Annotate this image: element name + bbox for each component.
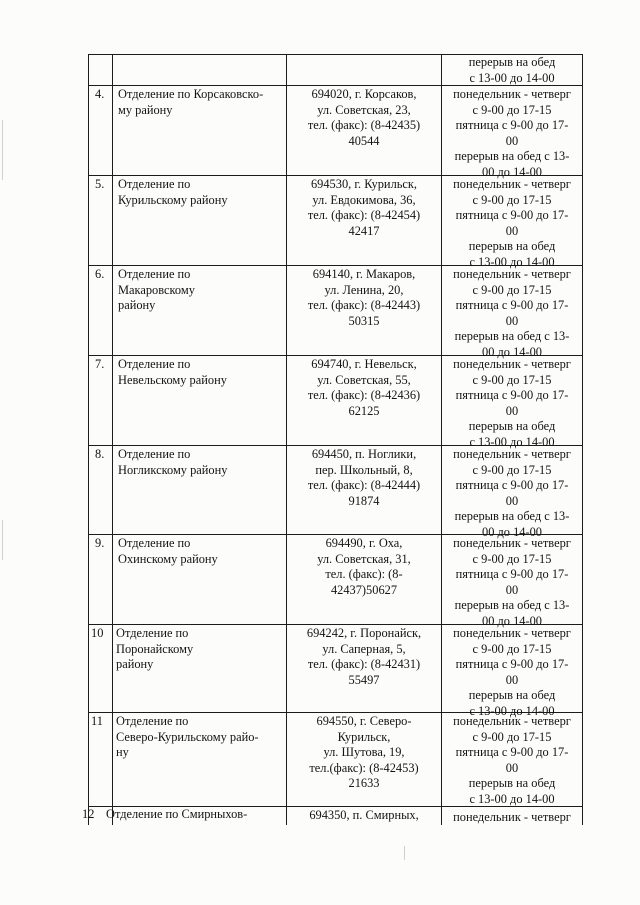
- department-schedule: понедельник - четверг с 9-00 до 17-15 пятница с 9-00 до 17- 00 перерыв на обед с 13-00 до 14-00: [453, 714, 571, 806]
- department-schedule: понедельник - четверг с 9-00 до 17-15 пятница с 9-00 до 17- 00 перерыв на обед с 13- 00 до 14-00: [453, 87, 571, 179]
- department-name: Отделение по Невельскому району: [118, 357, 227, 387]
- department-schedule: понедельник - четверг с 9-00 до 17-15 пятница с 9-00 до 17- 00 перерыв на обед с 13- 00 до 14-00: [453, 267, 571, 359]
- department-name: Отделение по Поронайскому району: [116, 626, 194, 671]
- department-schedule: понедельник - четверг с 9-00 до 17-15 пятница с 9-00 до 17- 00 перерыв на обед с 13-00 до 14-00: [453, 357, 571, 449]
- department-address: 694450, п. Ноглики, пер. Школьный, 8, тел. (факс): (8-42444) 91874: [307, 447, 421, 508]
- department-name: Отделение по Северо-Курильскому райо- ну: [116, 714, 259, 759]
- row-number: 8.: [95, 447, 105, 461]
- scan-artifact: [2, 520, 3, 560]
- department-name: Отделение по Макаровскому району: [118, 267, 195, 312]
- department-name: Отделение по Корсаковско- му району: [118, 87, 264, 117]
- row-number: 6.: [95, 267, 105, 281]
- department-address: 694550, г. Северо- Курильск, ул. Шутова, 19, тел.(факс): (8-42453) 21633: [309, 714, 419, 790]
- scan-artifact: [404, 846, 405, 860]
- department-name: Отделение по Смирныхов-: [106, 807, 248, 821]
- department-schedule: понедельник - четверг с 9-00 до 17-15 пятница с 9-00 до 17- 00 перерыв на обед с 13- 00 до 14-00: [453, 447, 571, 539]
- department-address: 694490, г. Оха, ул. Советская, 31, тел. (факс): (8- 42437)50627: [317, 536, 411, 597]
- table-col-divider-1: [112, 54, 113, 825]
- row-number: 12: [82, 807, 95, 821]
- table-col-divider-3: [441, 54, 442, 825]
- table-row-continuation-schedule: перерыв на обед с 13-00 до 14-00: [468, 55, 556, 85]
- department-name: Отделение по Ногликскому району: [118, 447, 228, 477]
- table-border-left: [88, 54, 89, 825]
- row-number: 4.: [95, 87, 105, 101]
- table-col-divider-2: [286, 54, 287, 825]
- row-number: 11: [91, 714, 103, 728]
- department-address: 694242, г. Поронайск, ул. Саперная, 5, тел. (факс): (8-42431) 55497: [306, 626, 422, 687]
- row-number: 5.: [95, 177, 105, 191]
- row-number: 7.: [95, 357, 105, 371]
- department-address: 694740, г. Невельск, ул. Советская, 55, тел. (факс): (8-42436) 62125: [307, 357, 421, 418]
- department-schedule: понедельник - четверг: [453, 810, 571, 824]
- department-address: 694530, г. Курильск, ул. Евдокимова, 36, тел. (факс): (8-42454) 42417: [307, 177, 421, 238]
- row-number: 10: [91, 626, 104, 640]
- department-schedule: понедельник - четверг с 9-00 до 17-15 пятница с 9-00 до 17- 00 перерыв на обед с 13-00 до 14-00: [453, 626, 571, 718]
- department-schedule: понедельник - четверг с 9-00 до 17-15 пятница с 9-00 до 17- 00 перерыв на обед с 13-00 до 14-00: [453, 177, 571, 269]
- department-address: 694020, г. Корсаков, ул. Советская, 23, тел. (факс): (8-42435) 40544: [307, 87, 421, 148]
- table-border-right: [582, 54, 583, 825]
- scan-artifact: [2, 120, 3, 180]
- department-schedule: понедельник - четверг с 9-00 до 17-15 пятница с 9-00 до 17- 00 перерыв на обед с 13- 00 до 14-00: [453, 536, 571, 628]
- department-name: Отделение по Охинскому району: [118, 536, 218, 566]
- row-number: 9.: [95, 536, 105, 550]
- department-name: Отделение по Курильскому району: [118, 177, 228, 207]
- department-address: 694140, г. Макаров, ул. Ленина, 20, тел. (факс): (8-42443) 50315: [307, 267, 421, 328]
- department-address: 694350, п. Смирных,: [309, 808, 419, 822]
